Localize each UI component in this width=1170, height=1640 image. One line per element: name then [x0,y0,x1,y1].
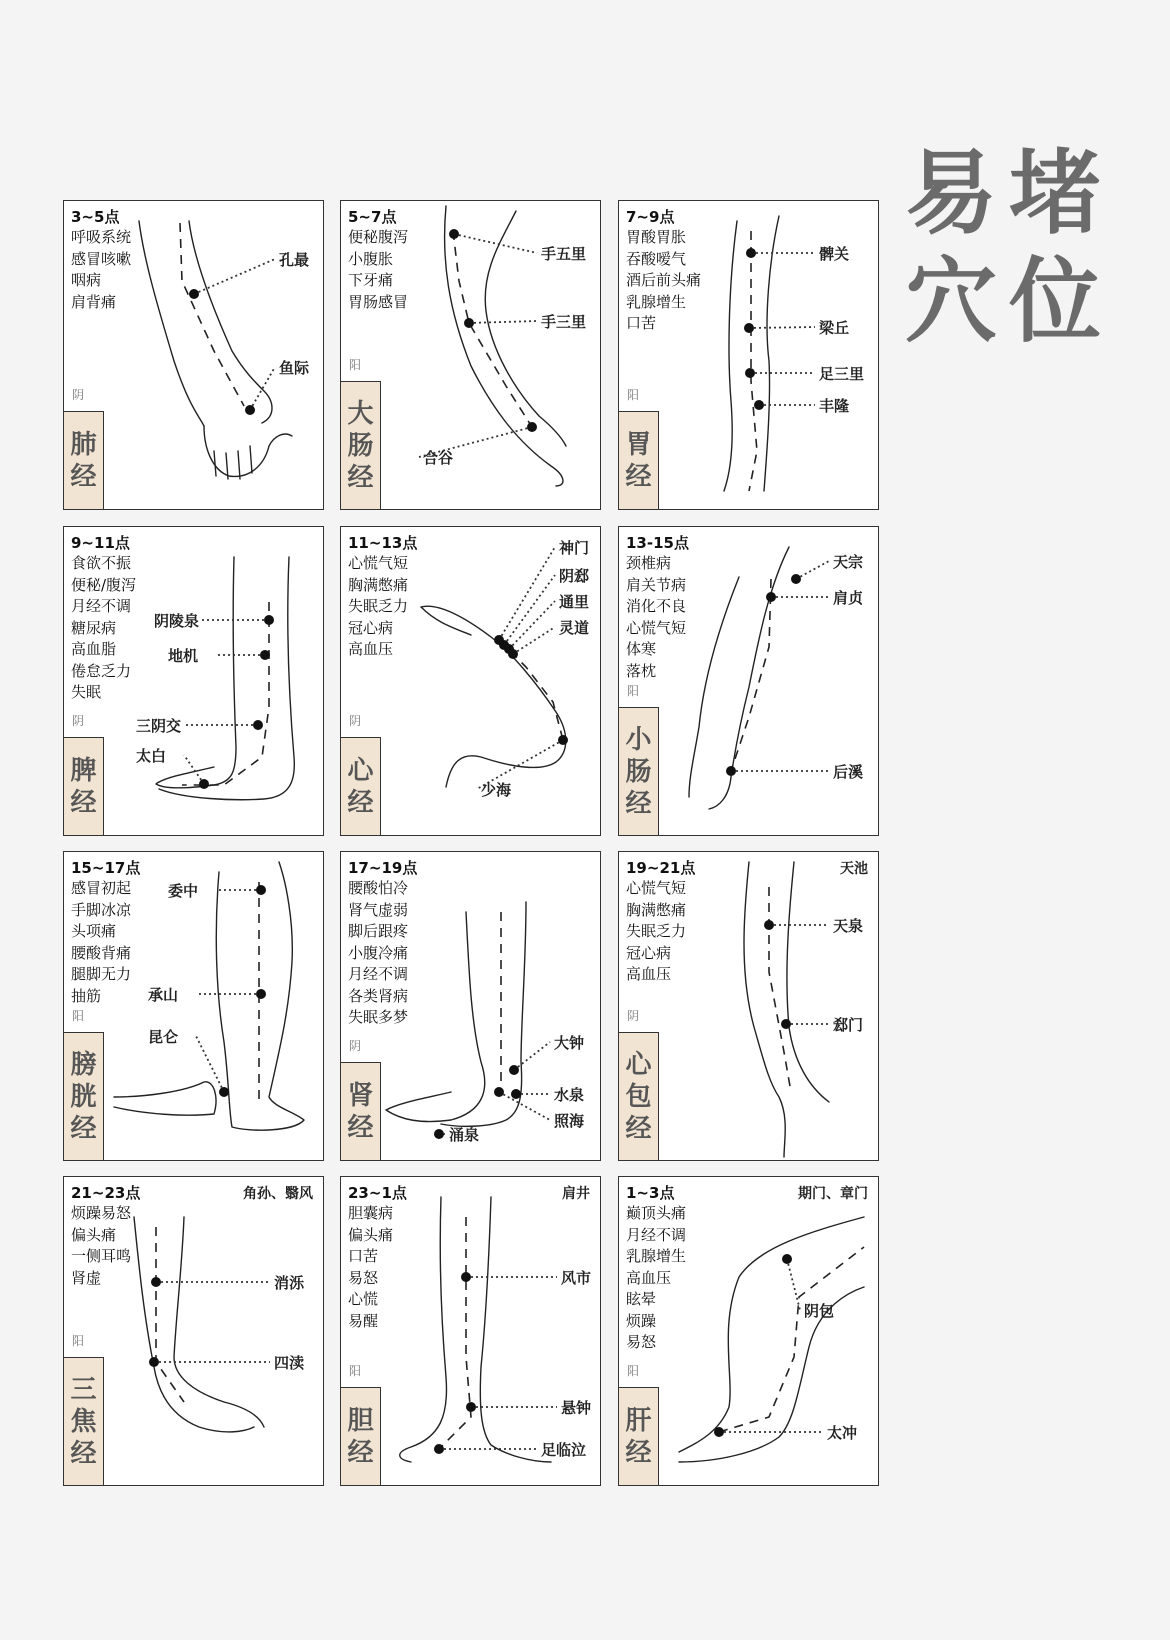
symptom-item: 胃肠感冒 [348,292,409,311]
symptom-list [348,1203,393,1332]
acupoint-dot [245,405,255,415]
symptom-list [348,227,408,313]
yin-yang-label: 阳 [72,1334,85,1348]
acupoint-dot [219,1087,229,1097]
leader-line [787,1259,800,1310]
acupoint-dot [781,1019,791,1029]
yin-yang-label: 阳 [627,388,640,402]
symptom-item: 食欲不振 [71,554,132,572]
meridian-char: 经 [625,1437,652,1468]
meridian-char: 小 [625,724,652,755]
acupoint-dot [744,323,754,333]
symptom-item: 腰酸背痛 [71,943,132,962]
acupoint-dot [508,649,518,659]
symptom-item: 高血压 [348,640,394,658]
time-range: 17~19点 [348,859,418,877]
meridian-char: 经 [70,1438,97,1469]
symptom-item: 烦躁 [626,1311,657,1330]
meridian-panel [618,526,879,836]
meridian-char: 经 [347,462,374,493]
symptom-item: 失眠乏力 [626,922,687,940]
acupoint-label: 风市 [561,1269,592,1287]
symptom-item: 下牙痛 [348,271,394,289]
symptom-item: 腰酸怕冷 [348,879,409,897]
meridian-char: 肾 [347,1080,374,1111]
acupoint-dot [766,592,776,602]
symptom-item: 胸满憋痛 [626,900,687,919]
symptom-item: 肩背痛 [71,292,117,311]
yin-yang-label: 阴 [349,714,362,728]
symptom-list [71,1203,131,1289]
symptom-item: 巅顶头痛 [626,1204,687,1222]
symptom-list [71,227,131,313]
meridian-panel [340,1176,601,1486]
symptom-item: 乳腺增生 [626,1247,687,1265]
acupoint-label: 太白 [136,747,167,765]
symptom-item: 胆囊病 [348,1204,394,1222]
symptom-item: 肾虚 [71,1268,102,1287]
meridian-char: 胆 [347,1405,374,1436]
acupoint-label: 阴陵泉 [154,612,200,630]
acupoint-label: 大钟 [554,1034,585,1052]
symptom-item: 乳腺增生 [626,292,687,311]
acupoint-label: 阴郄 [559,567,590,585]
meridian-panel [63,1176,324,1486]
meridian-char: 包 [625,1081,652,1112]
meridian-char: 经 [347,1112,374,1143]
acupoint-dot [764,920,774,930]
acupoint-dot [260,650,270,660]
symptom-item: 冠心病 [626,943,672,962]
acupoint-label: 鱼际 [279,359,310,377]
yin-yang-label: 阳 [349,1364,362,1378]
acupoint-label: 郄门 [833,1016,864,1034]
yin-yang-label: 阳 [72,1009,85,1023]
acupoint-label: 神门 [559,539,590,557]
meridian-char: 经 [70,461,97,492]
leader-line [749,327,815,328]
acupoint-dot [151,1277,161,1287]
acupoint-label: 合谷 [423,449,454,467]
symptom-item: 抽筋 [71,986,102,1005]
acupoint-dot [434,1129,444,1139]
acupoint-label: 灵道 [559,619,590,637]
acupoint-label: 肩贞 [833,589,864,607]
symptom-list [626,1203,686,1354]
meridian-char: 焦 [70,1406,97,1437]
meridian-panel [63,526,324,836]
symptom-item: 易醒 [348,1311,379,1330]
leader-line [454,234,537,253]
acupoint-dot [264,615,274,625]
acupoint-label: 少海 [481,781,512,799]
meridian-char: 心 [347,755,374,786]
acupoint-label: 地机 [168,647,199,665]
meridian-char: 肠 [347,430,374,461]
symptom-item: 吞酸嗳气 [626,249,687,268]
time-range: 7~9点 [626,208,675,226]
symptom-item: 心慌气短 [626,879,687,897]
meridian-name [619,707,659,835]
meridian-panel [618,1176,879,1486]
symptom-item: 一侧耳鸣 [71,1247,132,1265]
symptom-item: 体寒 [626,640,657,658]
symptom-item: 失眠多梦 [348,1008,409,1026]
time-range: 3~5点 [71,208,120,226]
yin-yang-label: 阴 [72,714,85,728]
acupoint-label: 承山 [148,986,179,1004]
symptom-list [626,227,701,335]
symptom-item: 肩关节病 [626,575,687,594]
symptom-item: 呼吸系统 [71,228,132,246]
meridian-panel [63,851,324,1161]
acupoint-label: 昆仑 [148,1028,179,1046]
meridian-char: 肺 [70,429,97,460]
time-range: 21~23点 [71,1184,141,1202]
meridian-char: 心 [625,1049,652,1080]
symptom-item: 倦怠乏力 [71,661,132,680]
symptom-item: 胸满憋痛 [348,575,409,594]
meridian-panel [340,200,601,510]
time-range: 23~1点 [348,1184,407,1202]
symptom-item: 高血压 [626,965,672,983]
acupoint-dot [149,1357,159,1367]
acupoint-label: 丰隆 [819,397,850,415]
symptom-item: 头项痛 [71,922,117,940]
symptom-item: 心慌气短 [348,554,409,572]
symptom-item: 便秘腹泻 [348,228,409,246]
symptom-item: 烦躁易怒 [71,1204,132,1222]
symptom-item: 失眠乏力 [348,597,409,615]
acupoint-dot [782,1254,792,1264]
acupoint-dot [511,1089,521,1099]
acupoint-dot [449,229,459,239]
leader-line [796,561,829,579]
symptom-item: 冠心病 [348,618,394,637]
acupoint-dot [256,885,266,895]
leader-line [514,1042,550,1070]
meridian-name [341,1387,381,1485]
meridian-name [64,737,104,835]
symptom-item: 小腹胀 [348,249,394,268]
acupoint-label: 太冲 [827,1424,858,1442]
acupoint-label: 髀关 [819,245,850,263]
meridian-panel [340,526,601,836]
time-range: 15~17点 [71,859,141,877]
meridian-char: 脾 [70,755,97,786]
symptom-item: 心慌 [348,1290,379,1308]
acupoint-label: 孔最 [279,251,310,269]
acupoint-label: 四渎 [274,1354,305,1372]
symptom-item: 各类肾病 [348,986,409,1005]
meridian-panel [618,851,879,1161]
symptom-item: 胃酸胃胀 [626,228,687,246]
leader-line [509,601,555,649]
time-range: 9~11点 [71,534,130,552]
symptom-item: 消化不良 [626,597,687,615]
yin-yang-label: 阴 [627,1009,640,1023]
symptom-item: 落枕 [626,661,657,680]
symptom-item: 便秘/腹泻 [71,575,137,594]
symptom-list [348,878,408,1029]
meridian-char: 胱 [70,1081,97,1112]
symptom-item: 脚后跟疼 [348,922,409,940]
symptom-item: 感冒咳嗽 [71,249,132,268]
leader-line [499,547,555,640]
time-range: 19~21点 [626,859,696,877]
symptom-item: 偏头痛 [348,1225,394,1244]
symptom-item: 小腹冷痛 [348,943,409,962]
acupoint-dot [466,1402,476,1412]
meridian-panel [618,200,879,510]
yin-yang-label: 阳 [627,684,640,698]
acupoint-dot [754,400,764,410]
meridian-char: 经 [625,788,652,819]
time-range: 1~3点 [626,1184,675,1202]
symptom-item: 高血脂 [71,640,117,658]
meridian-char: 肝 [625,1405,652,1436]
leader-line [469,321,537,323]
acupoint-label: 手三里 [541,313,587,331]
symptom-list [626,878,686,986]
meridian-panel [63,200,324,510]
acupoint-label: 三阴交 [136,717,182,735]
symptom-item: 腿脚无力 [71,965,132,983]
acupoint-label: 足三里 [819,365,865,383]
leader-line [504,575,555,645]
yin-yang-label: 阴 [349,1039,362,1053]
symptom-item: 颈椎病 [626,554,672,572]
acupoint-dot [726,766,736,776]
symptom-list [71,553,136,704]
meridian-char: 经 [70,1113,97,1144]
meridian-name [619,1032,659,1160]
meridian-char: 膀 [70,1049,97,1080]
acupoint-dot [253,720,263,730]
yin-yang-label: 阳 [627,1364,640,1378]
symptom-list [348,553,408,661]
acupoint-label: 照海 [554,1112,585,1130]
acupoint-dot [509,1065,519,1075]
acupoint-label: 天泉 [833,917,864,935]
meridian-char: 经 [625,461,652,492]
meridian-char: 大 [347,398,374,429]
acupoint-dot [199,779,209,789]
extra-acupoints: 角孙、翳风 [243,1186,313,1202]
meridian-name [64,1357,104,1485]
symptom-item: 感冒初起 [71,879,132,897]
acupoint-label: 后溪 [833,763,864,781]
acupoint-label: 天宗 [833,553,864,571]
meridian-char: 经 [625,1113,652,1144]
acupoint-dot [714,1427,724,1437]
symptom-item: 月经不调 [71,597,132,615]
symptom-item: 易怒 [348,1268,379,1287]
meridian-name [341,1062,381,1160]
symptom-item: 月经不调 [348,965,409,983]
symptom-item: 手脚冰凉 [71,900,132,919]
acupoint-dot [527,422,537,432]
acupoint-label: 悬钟 [561,1399,592,1417]
symptom-item: 易怒 [626,1333,657,1351]
acupoint-label: 委中 [168,882,199,900]
time-range: 5~7点 [348,208,397,226]
extra-acupoints: 肩井 [562,1186,590,1202]
symptom-item: 糖尿病 [71,618,117,637]
symptom-item: 口苦 [348,1247,379,1265]
meridian-char: 经 [347,1437,374,1468]
symptom-list [626,553,686,682]
meridian-name [64,411,104,509]
acupoint-dot [494,1087,504,1097]
acupoint-dot [461,1272,471,1282]
acupoint-label: 通里 [559,593,590,611]
acupoint-label: 消泺 [274,1274,305,1292]
meridian-name [619,411,659,509]
acupoint-label: 水泉 [554,1086,585,1104]
extra-acupoints: 期门、章门 [798,1186,868,1202]
acupoint-dot [189,289,199,299]
acupoint-dot [434,1444,444,1454]
extra-acupoints: 天池 [840,861,868,877]
acupoint-dot [791,574,801,584]
meridian-char: 经 [347,787,374,818]
yin-yang-label: 阳 [349,358,362,372]
meridian-char: 经 [70,787,97,818]
symptom-item: 高血压 [626,1268,672,1287]
acupoint-dot [558,735,568,745]
symptom-item: 眩晕 [626,1290,657,1308]
meridian-char: 胃 [625,429,652,460]
acupoint-dot [464,318,474,328]
leader-line [513,627,555,654]
meridian-panel [340,851,601,1161]
leader-line [499,1092,550,1120]
acupoint-dot [745,368,755,378]
symptom-item: 月经不调 [626,1225,687,1244]
acupoint-label: 手五里 [541,245,587,263]
meridian-name [64,1032,104,1160]
time-range: 13-15点 [626,534,689,552]
page-title-line-2: 穴位 [905,248,1114,355]
time-range: 11~13点 [348,534,418,552]
acupoint-dot [746,248,756,258]
symptom-item: 失眠 [71,683,102,701]
meridian-name [341,737,381,835]
yin-yang-label: 阴 [72,388,85,402]
meridian-name [619,1387,659,1485]
acupoint-label: 足临泣 [541,1441,587,1459]
acupoint-label: 梁丘 [819,319,850,337]
acupoint-label: 涌泉 [449,1126,480,1144]
meridian-char: 肠 [625,756,652,787]
acupoint-label: 阴包 [804,1302,835,1320]
symptom-item: 肾气虚弱 [348,900,409,919]
symptom-item: 咽病 [71,271,102,289]
meridian-name [341,381,381,509]
acupoint-dot [256,989,266,999]
symptom-item: 心慌气短 [626,618,687,637]
meridian-char: 三 [70,1374,97,1405]
symptom-item: 口苦 [626,314,657,332]
symptom-item: 酒后前头痛 [626,271,702,289]
symptom-list [71,878,131,1007]
page-title-line-1: 易堵 [905,140,1114,247]
symptom-item: 偏头痛 [71,1225,117,1244]
